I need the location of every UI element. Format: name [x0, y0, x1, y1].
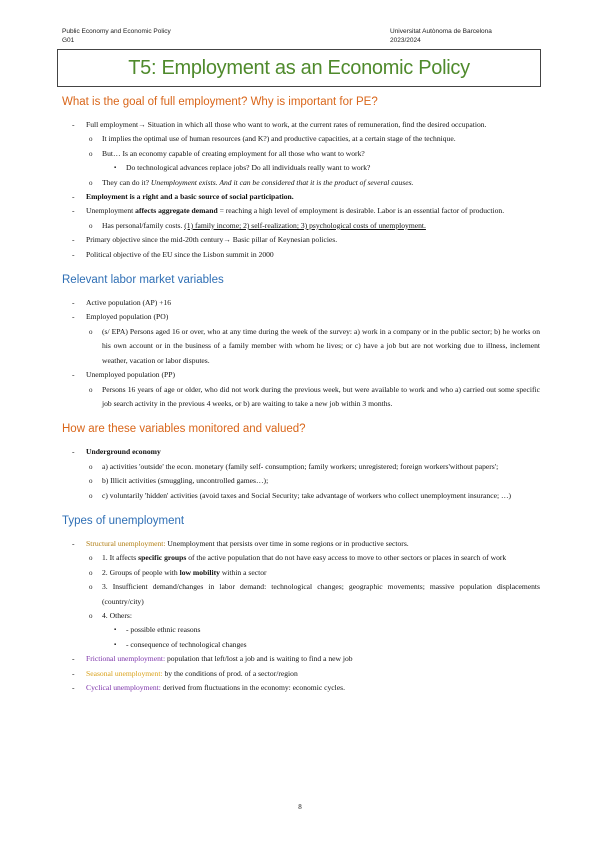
list-item: o Persons 16 years of age or older, who did not work during the previous week, but were available to work and who a) carried out some specific job search activity in the previous 4 weeks, or b) are waiting to take a new job within 3 months.: [89, 384, 540, 408]
header-group: G01: [62, 37, 75, 44]
list-item: - Active population (AP) +16: [72, 298, 172, 308]
list-item: o 3. Insufficient demand/changes in labor demand: technological changes; geographic movements; massive population displacements (country/city): [89, 582, 540, 606]
list-item: - Employed population (PO): [72, 312, 169, 322]
list-item: o 4. Others:: [89, 610, 132, 620]
header-left: [62, 27, 171, 45]
structural-label: Structural unemployment:: [86, 538, 166, 548]
seasonal-label: Seasonal unemployment:: [86, 668, 163, 678]
list-item: ▪ Do technological advances replace jobs? Do all individuals really want to work?: [114, 163, 371, 173]
header-university: Universitat Autònoma de Barcelona: [390, 28, 492, 35]
list-item: o a) activities 'outside' the econ. monetary (family self- consumption; family workers; unregistered; foreign workers'without papers';: [89, 461, 499, 471]
list-item: - Unemployment affects aggregate demand = reaching a high level of employment is desirable. Labor is an essential factor of production.: [72, 206, 505, 216]
title-box: [57, 49, 541, 87]
list-item: - Underground economy: [72, 447, 161, 457]
list-item: ▪ - consequence of technological changes: [114, 639, 247, 649]
section-heading-monitor: How are these variables monitored and valued?: [62, 423, 306, 436]
header-right: [390, 27, 492, 45]
header-course: Public Economy and Economic Policy: [62, 28, 171, 35]
section-heading-labor: Relevant labor market variables: [62, 274, 224, 287]
document-body: [62, 96, 540, 695]
list-item: o 1. It affects specific groups of the active population that do not have easy access to move to other sectors or places in search of work: [89, 553, 507, 563]
goal-list: [62, 118, 540, 262]
list-item: - Seasonal unemployment: by the conditions of prod. of a sector/region: [72, 668, 298, 678]
list-item: - Cyclical unemployment: derived from fluctuations in the economy: economic cycles.: [72, 683, 345, 692]
list-item: o (s/ EPA) Persons aged 16 or over, who at any time during the week of the survey: a) work in a company or in the public sector; b) he works on his own account or in the business of a family member with whom he lives; or c) have a job but are not working due to illness, inclement weather, vacation or labor disputes.: [89, 326, 540, 365]
types-list: [62, 537, 540, 695]
header-year: 2023/2024: [390, 37, 421, 44]
section-heading-types: Types of unemployment: [62, 514, 185, 527]
section-heading-goal: What is the goal of full employment? Why is important for PE?: [62, 96, 378, 108]
list-item: o Has personal/family costs. (1) family income; 2) self-realization; 3) psychological costs of unemployment.: [89, 220, 426, 230]
list-item: o 2. Groups of people with low mobility within a sector: [89, 567, 267, 577]
list-item: - Full employment→ Situation in which all those who want to work, at the current rates of remuneration, find the desired occupation.: [72, 120, 487, 129]
cyclical-label: Cyclical unemployment:: [86, 683, 161, 692]
list-item: ▪ - possible ethnic reasons: [114, 625, 201, 635]
list-item: o It implies the optimal use of human resources (and K?) and productive capacities, at a certain stage of the technique.: [89, 134, 456, 144]
page-title: T5: Employment as an Economic Policy: [128, 56, 470, 79]
list-item: - Structural unemployment: Unemployment that persists over time in some regions or in productive sectors.: [72, 538, 409, 548]
monitor-list: [62, 445, 540, 503]
list-item: o But… Is an economy capable of creating employment for all those who want to work?: [89, 148, 365, 158]
list-item: - Employment is a right and a basic source of social participation.: [72, 192, 294, 202]
frictional-label: Frictional unemployment:: [86, 654, 166, 664]
list-item: - Unemployed population (PP): [72, 370, 176, 380]
list-item: o b) Illicit activities (smuggling, uncontrolled games…);: [89, 476, 269, 486]
list-item: o They can do it? Unemployment exists. And it can be considered that it is the product of several causes.: [89, 177, 414, 187]
list-item: - Political objective of the EU since the Lisbon summit in 2000: [72, 249, 274, 259]
page-number: 8: [298, 803, 302, 811]
labor-list: [62, 296, 540, 411]
list-item: o c) voluntarily 'hidden' activities (avoid taxes and Social Security; take advantage of workers who collect unemployment insurance; …): [89, 490, 512, 500]
list-item: - Frictional unemployment: population that left/lost a job and is waiting to find a new job: [72, 654, 353, 664]
list-item: - Primary objective since the mid-20th century→ Basic pillar of Keynesian policies.: [72, 235, 338, 245]
